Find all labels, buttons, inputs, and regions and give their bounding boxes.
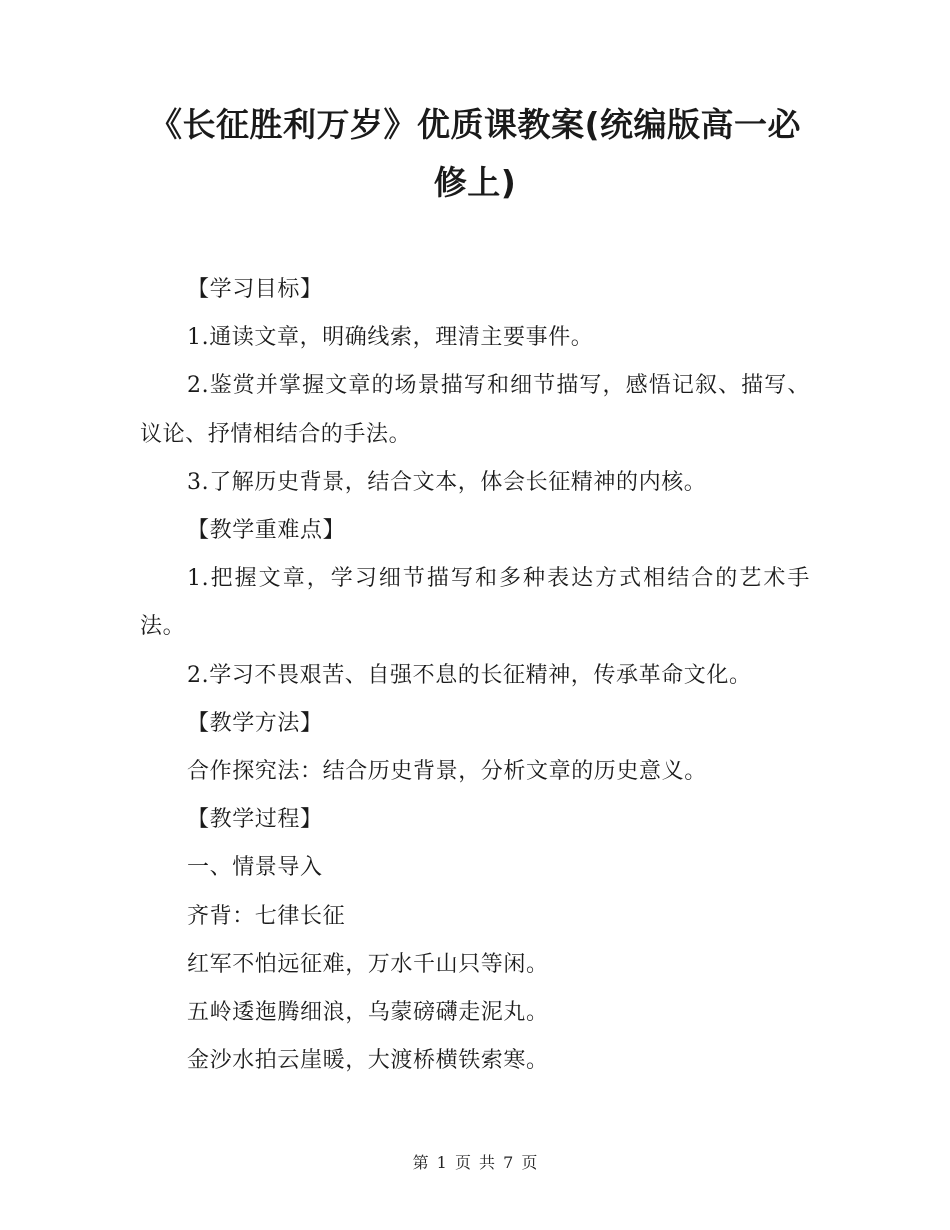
document-body	[140, 266, 810, 1085]
objective-item-3: 3.了解历史背景，结合文本，体会长征精神的内核。	[187, 469, 707, 495]
poem-intro: 齐背：七律长征	[187, 903, 346, 929]
process-step-heading: 一、情景导入	[187, 855, 323, 881]
poem-line-1: 红军不怕远征难，万水千山只等闲。	[187, 951, 549, 977]
objective-item-2: 2.鉴赏并掌握文章的场景描写和细节描写，感悟记叙、描写、议论、抒情相结合的手法。	[140, 373, 810, 447]
method-item: 合作探究法：结合历史背景，分析文章的历史意义。	[187, 759, 707, 785]
page-number-footer: 第 1 页 共 7 页	[412, 1153, 538, 1172]
poem-line-3: 金沙水拍云崖暖，大渡桥横铁索寒。	[187, 1048, 549, 1074]
key-point-item-1: 1.把握文章，学习细节描写和多种表达方式相结合的艺术手法。	[140, 566, 810, 640]
document-title: 《长征胜利万岁》优质课教案(统编版高一必修上)	[148, 105, 802, 202]
poem-line-2: 五岭逶迤腾细浪，乌蒙磅礴走泥丸。	[187, 1000, 549, 1026]
section-heading-objectives: 【学习目标】	[187, 277, 323, 302]
section-heading-key-points: 【教学重难点】	[187, 518, 346, 544]
key-point-item-2: 2.学习不畏艰苦、自强不息的长征精神，传承革命文化。	[187, 662, 752, 688]
objective-item-1: 1.通读文章，明确线索，理清主要事件。	[187, 325, 594, 351]
section-heading-process: 【教学过程】	[187, 807, 323, 833]
section-heading-methods: 【教学方法】	[187, 710, 323, 736]
